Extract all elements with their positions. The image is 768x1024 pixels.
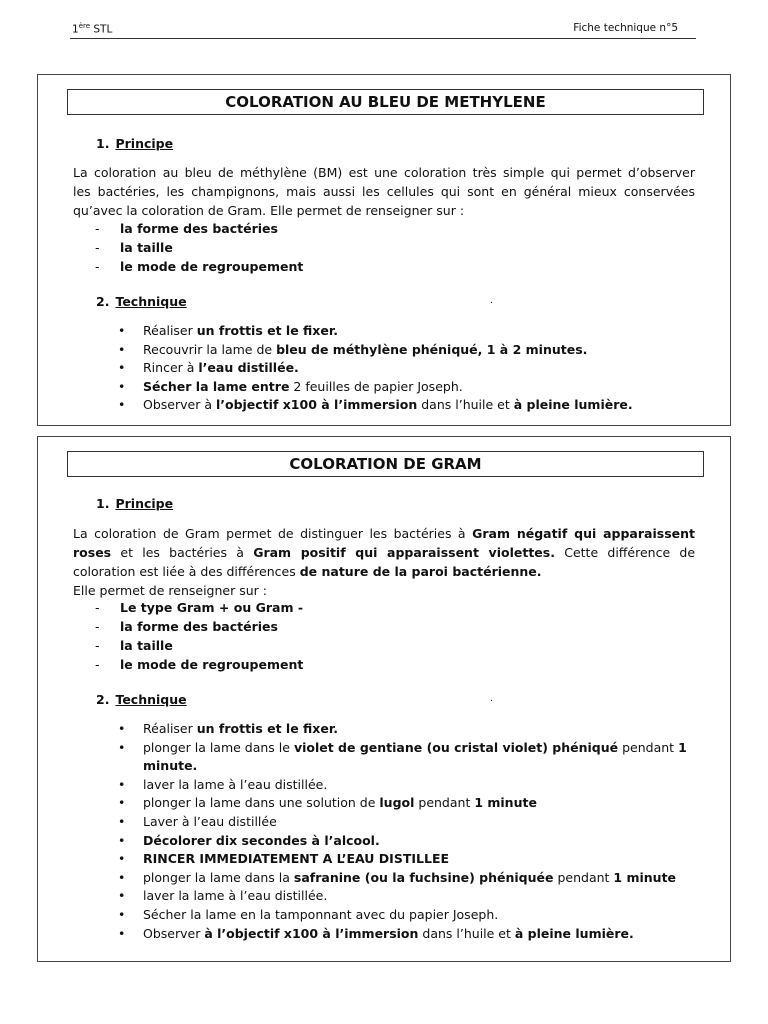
list-item: • plonger la lame dans une solution de lugol pendant 1 minute: [118, 794, 698, 813]
list-item: • Sécher la lame entre 2 feuilles de papier Joseph.: [118, 378, 698, 397]
list-item: • plonger la lame dans le violet de gentiane (ou cristal violet) phéniqué pendant 1 minute.: [118, 739, 698, 776]
technique-heading: 2. Technique: [96, 294, 187, 309]
list-item: - la forme des bactéries: [95, 219, 303, 238]
header-sheet-number: Fiche technique n°5: [573, 22, 678, 34]
list-item: - le mode de regroupement: [95, 655, 303, 674]
list-item: • laver la lame à l’eau distillée.: [118, 776, 698, 795]
section-gram: COLORATION DE GRAM 1. Principe La coloration de Gram permet de distinguer les bactéries à Gram négatif qui apparaissent roses et les bactéries à Gram positif qui apparaissent violettes. Cette différence de coloration est liée à des différences de nature de la paroi bactérienne. Elle permet de renseigner sur : - Le type Gram + ou Gram - - la forme des bactéries - la taille - le mode de regroupement 2. Technique . • Réaliser un frottis et le fixer. • plonger la lame dans le violet de gentiane (ou cristal violet) phéniqué pendant 1 minute. • laver la lame à l’eau distillée. • plonger la lame dans une solution de lugol pendant 1 minute • Laver à l’eau distillée • Décolorer dix secondes à l’alcool. • RINCER IMMEDIATEMENT A L’EAU DISTILLEE • plonger la lame dans la safranine (ou la fuchsine) phéniquée pendant 1 minute • laver la lame à l’eau distillée. • Sécher la lame en la tamponnant avec du papier Joseph. • Observer à l’objectif x100 à l’immersion dans l’huile et à pleine lumière.: [37, 436, 731, 962]
technique-steps: [118, 322, 698, 415]
technique-steps: [118, 720, 698, 943]
list-item: • Décolorer dix secondes à l’alcool.: [118, 832, 698, 851]
list-item: - la taille: [95, 636, 303, 655]
principe-heading: 1. Principe: [96, 136, 174, 151]
list-item: • plonger la lame dans la safranine (ou la fuchsine) phéniquée pendant 1 minute: [118, 869, 698, 888]
list-item: • Observer à l’objectif x100 à l’immersion dans l’huile et à pleine lumière.: [118, 396, 698, 415]
section-methylene-blue: COLORATION AU BLEU DE METHYLENE 1. Principe La coloration au bleu de méthylène (BM) est une coloration très simple qui permet d’observer les bactéries, les champignons, mais aussi les cellules qui sont en général mieux conservées qu’avec la coloration de Gram. Elle permet de renseigner sur : - la forme des bactéries - la taille - le mode de regroupement 2. Technique . • Réaliser un frottis et le fixer. • Recouvrir la lame de bleu de méthylène phéniqué, 1 à 2 minutes. • Rincer à l’eau distillée. • Sécher la lame entre 2 feuilles de papier Joseph. • Observer à l’objectif x100 à l’immersion dans l’huile et à pleine lumière.: [37, 74, 731, 426]
list-item: • RINCER IMMEDIATEMENT A L’EAU DISTILLEE: [118, 850, 698, 869]
list-item: • Réaliser un frottis et le fixer.: [118, 720, 698, 739]
info-list: [95, 219, 303, 276]
principe-paragraph: La coloration au bleu de méthylène (BM) est une coloration très simple qui permet d’observer les bactéries, les champignons, mais aussi les cellules qui sont en général mieux conservées qu’avec la coloration de Gram. Elle permet de renseigner sur :: [73, 165, 695, 218]
technique-heading: 2. Technique: [96, 692, 187, 707]
principe-paragraph: La coloration de Gram permet de distinguer les bactéries à Gram négatif qui apparaissent roses et les bactéries à Gram positif qui apparaissent violettes. Cette différence de coloration est liée à des différences de nature de la paroi bactérienne. Elle permet de renseigner sur :: [73, 526, 696, 598]
list-item: - le mode de regroupement: [95, 257, 303, 276]
list-item: - Le type Gram + ou Gram -: [95, 598, 303, 617]
list-item: • Réaliser un frottis et le fixer.: [118, 322, 698, 341]
list-item: - la taille: [95, 238, 303, 257]
list-item: • Rincer à l’eau distillée.: [118, 359, 698, 378]
section-title: COLORATION DE GRAM: [67, 451, 704, 477]
page-header: [70, 18, 696, 39]
list-item: • Observer à l’objectif x100 à l’immersion dans l’huile et à pleine lumière.: [118, 925, 698, 944]
list-item: • Recouvrir la lame de bleu de méthylène phéniqué, 1 à 2 minutes.: [118, 341, 698, 360]
info-list: [95, 598, 303, 674]
section-title: COLORATION AU BLEU DE METHYLENE: [67, 89, 704, 115]
list-item: • laver la lame à l’eau distillée.: [118, 887, 698, 906]
header-class: 1ère STL: [72, 22, 113, 36]
list-item: - la forme des bactéries: [95, 617, 303, 636]
list-item: • Sécher la lame en la tamponnant avec du papier Joseph.: [118, 906, 698, 925]
list-item: • Laver à l’eau distillée: [118, 813, 698, 832]
principe-heading: 1. Principe: [96, 496, 174, 511]
